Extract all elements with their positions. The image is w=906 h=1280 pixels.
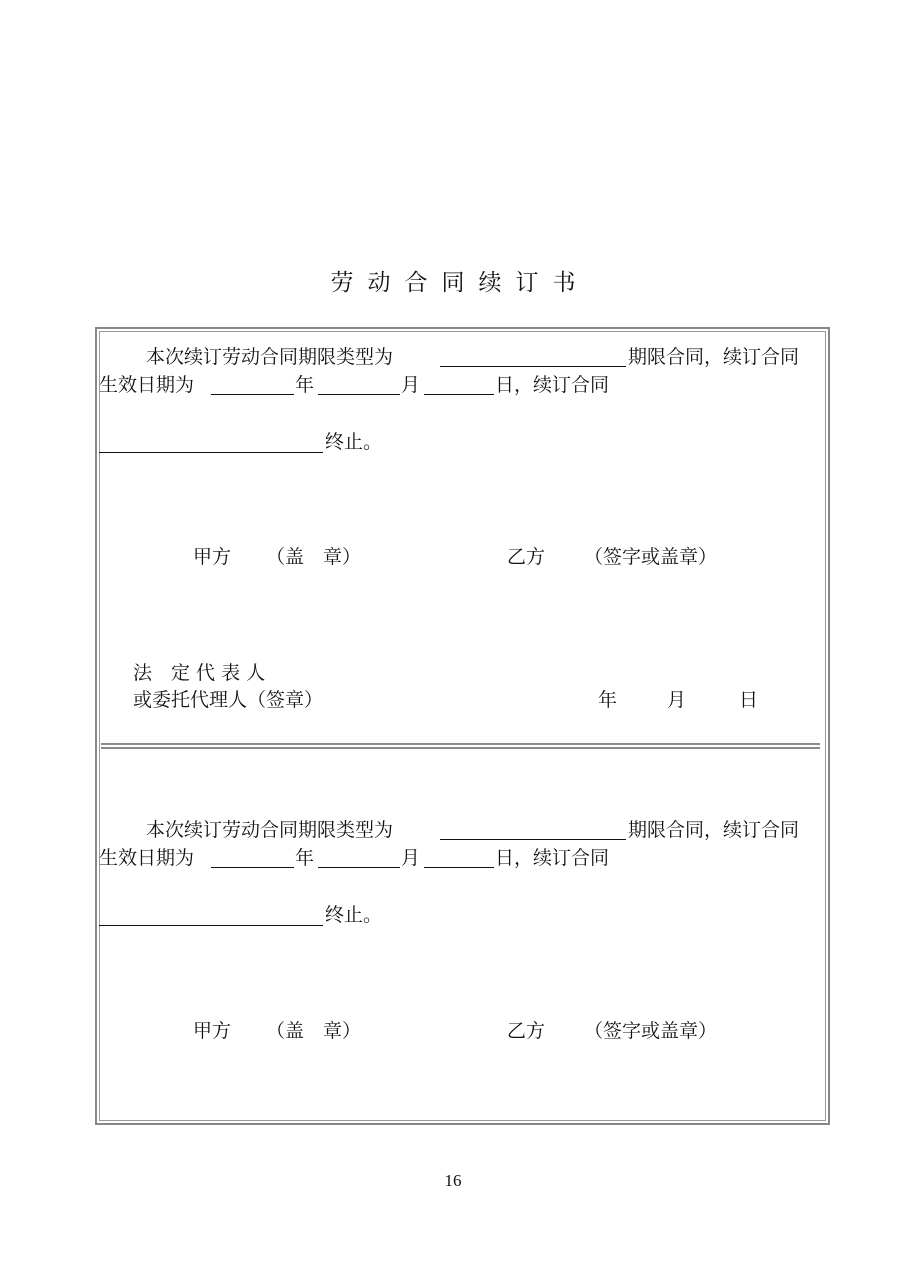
term-type-label: 本次续订劳动合同期限类型为 xyxy=(146,819,394,841)
end-date-blank[interactable] xyxy=(99,925,323,926)
sign-month-label: 月 xyxy=(667,689,687,711)
sign-year-label: 年 xyxy=(598,689,618,711)
party-a-seal-label: （盖 章） xyxy=(266,546,362,568)
party-b-label: 乙方 xyxy=(507,1020,546,1042)
effective-date-label: 生效日期为 xyxy=(99,374,195,396)
legal-rep-label: 法 定 代 表 人 xyxy=(133,662,266,684)
effective-month-label: 月 xyxy=(401,847,421,869)
party-a-label: 甲方 xyxy=(193,1020,232,1042)
term-type-label: 本次续订劳动合同期限类型为 xyxy=(146,346,394,368)
party-b-label: 乙方 xyxy=(507,546,546,568)
sign-day-label: 日 xyxy=(739,689,759,711)
section-divider-bottom xyxy=(101,747,820,749)
term-type-blank[interactable] xyxy=(440,366,626,367)
party-b-seal-label: （签字或盖章） xyxy=(584,1020,718,1042)
end-label: 终止。 xyxy=(325,904,383,926)
effective-day-blank[interactable] xyxy=(424,394,494,395)
effective-month-blank[interactable] xyxy=(318,394,400,395)
effective-year-blank[interactable] xyxy=(211,867,294,868)
effective-day-label: 日，续订合同 xyxy=(495,847,610,869)
effective-day-label: 日，续订合同 xyxy=(495,374,610,396)
party-a-seal-label: （盖 章） xyxy=(266,1020,362,1042)
form-frame-inner xyxy=(99,331,826,1121)
term-type-suffix: 期限合同，续订合同 xyxy=(628,819,800,841)
section-divider-top xyxy=(101,743,820,745)
term-type-suffix: 期限合同，续订合同 xyxy=(628,346,800,368)
page-title: 劳动合同续订书 xyxy=(330,270,590,296)
effective-year-label: 年 xyxy=(295,374,315,396)
end-date-blank[interactable] xyxy=(99,452,323,453)
end-label: 终止。 xyxy=(325,431,383,453)
effective-year-label: 年 xyxy=(295,847,315,869)
party-a-label: 甲方 xyxy=(193,546,232,568)
effective-date-label: 生效日期为 xyxy=(99,847,195,869)
term-type-blank[interactable] xyxy=(440,839,626,840)
effective-month-blank[interactable] xyxy=(318,867,400,868)
page-number: 16 xyxy=(444,1171,462,1190)
party-b-seal-label: （签字或盖章） xyxy=(584,546,718,568)
effective-month-label: 月 xyxy=(401,374,421,396)
effective-day-blank[interactable] xyxy=(424,867,494,868)
agent-label: 或委托代理人（签章） xyxy=(133,689,324,711)
effective-year-blank[interactable] xyxy=(211,394,294,395)
